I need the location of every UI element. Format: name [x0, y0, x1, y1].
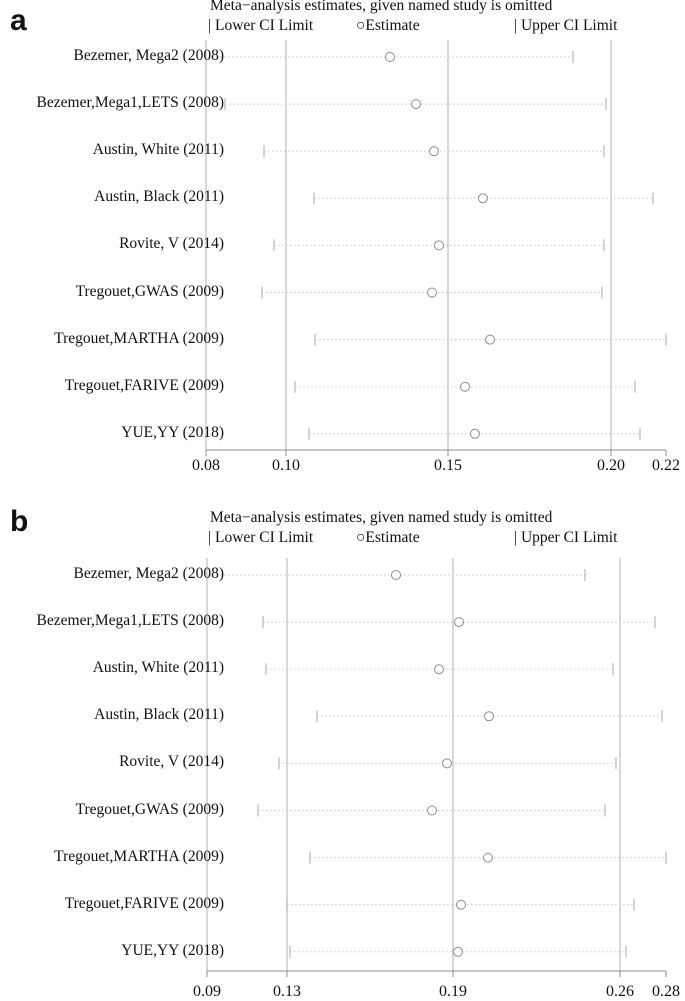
- forest-row: [225, 98, 606, 110]
- legend-upper-ci: | Upper CI Limit: [514, 529, 618, 546]
- estimate-marker: [428, 806, 437, 815]
- forest-row: [274, 239, 604, 251]
- x-tick-label: 0.19: [439, 983, 467, 1000]
- legend-estimate: ○Estimate: [356, 17, 420, 34]
- study-label: Austin, Black (2011): [94, 188, 224, 206]
- forest-row: [295, 381, 635, 393]
- study-label: YUE,YY (2018): [121, 941, 224, 959]
- forest-row: [258, 805, 605, 817]
- estimate-marker: [435, 241, 444, 250]
- study-label: Austin, Black (2011): [94, 706, 224, 724]
- estimate-marker: [443, 759, 452, 768]
- forest-row: [310, 852, 666, 864]
- study-label: Tregouet,FARIVE (2009): [64, 894, 224, 912]
- panel-letter: b: [10, 505, 29, 538]
- legend-lower-ci: | Lower CI Limit: [208, 529, 314, 546]
- forest-row: [315, 334, 666, 346]
- x-tick-label: 0.22: [652, 457, 680, 474]
- study-label: Rovite, V (2014): [119, 235, 224, 253]
- study-label: Bezemer,Mega1,LETS (2008): [36, 94, 224, 112]
- study-label: Tregouet,GWAS (2009): [75, 282, 224, 300]
- study-label: Tregouet,GWAS (2009): [75, 800, 224, 818]
- study-label: Tregouet,MARTHA (2009): [54, 329, 224, 347]
- forest-row: [309, 428, 640, 440]
- chart-title: Meta−analysis estimates, given named study is omitted: [210, 509, 553, 526]
- estimate-marker: [428, 288, 437, 297]
- forest-row: [317, 710, 662, 722]
- study-label: Bezemer,Mega1,LETS (2008): [36, 612, 224, 630]
- legend-estimate: ○Estimate: [356, 529, 420, 546]
- estimate-marker: [484, 853, 493, 862]
- study-label: Austin, White (2011): [92, 659, 224, 677]
- study-label: Tregouet,FARIVE (2009): [64, 376, 224, 394]
- study-label: YUE,YY (2018): [121, 423, 224, 441]
- forest-row: [208, 569, 585, 581]
- estimate-marker: [454, 947, 463, 956]
- study-label: Austin, White (2011): [92, 141, 224, 159]
- x-tick-label: 0.28: [652, 983, 680, 1000]
- estimate-marker: [471, 429, 480, 438]
- panel-letter: a: [10, 4, 27, 37]
- forest-row: [262, 287, 602, 299]
- estimate-marker: [412, 100, 421, 109]
- forest-row: [264, 145, 604, 157]
- forest-row: [287, 899, 634, 911]
- forest-row: [279, 757, 616, 769]
- legend-lower-ci: | Lower CI Limit: [208, 17, 314, 34]
- estimate-marker: [461, 382, 470, 391]
- estimate-marker: [455, 618, 464, 627]
- x-tick-label: 0.08: [192, 457, 220, 474]
- estimate-marker: [430, 147, 439, 156]
- estimate-marker: [435, 665, 444, 674]
- estimate-marker: [486, 335, 495, 344]
- legend-upper-ci: | Upper CI Limit: [514, 17, 618, 34]
- x-tick-label: 0.10: [272, 457, 300, 474]
- forest-plot-a: [0, 0, 685, 490]
- estimate-marker: [479, 194, 488, 203]
- forest-row: [314, 192, 653, 204]
- forest-row: [208, 51, 573, 63]
- panel-b: [0, 505, 685, 1000]
- panel-a: [0, 0, 685, 490]
- forest-row: [290, 946, 626, 958]
- estimate-marker: [392, 571, 401, 580]
- forest-row: [263, 616, 655, 628]
- x-tick-label: 0.20: [597, 457, 625, 474]
- estimate-marker: [386, 53, 395, 62]
- study-label: Bezemer, Mega2 (2008): [73, 565, 224, 582]
- study-label: Rovite, V (2014): [119, 753, 224, 771]
- x-tick-label: 0.13: [273, 983, 301, 1000]
- chart-title: Meta−analysis estimates, given named study is omitted: [210, 0, 553, 14]
- study-label: Bezemer, Mega2 (2008): [73, 47, 224, 64]
- x-tick-label: 0.15: [434, 457, 462, 474]
- x-tick-label: 0.26: [606, 983, 634, 1000]
- x-tick-label: 0.09: [193, 983, 221, 1000]
- estimate-marker: [457, 900, 466, 909]
- estimate-marker: [485, 712, 494, 721]
- forest-row: [266, 663, 613, 675]
- study-label: Tregouet,MARTHA (2009): [54, 847, 224, 865]
